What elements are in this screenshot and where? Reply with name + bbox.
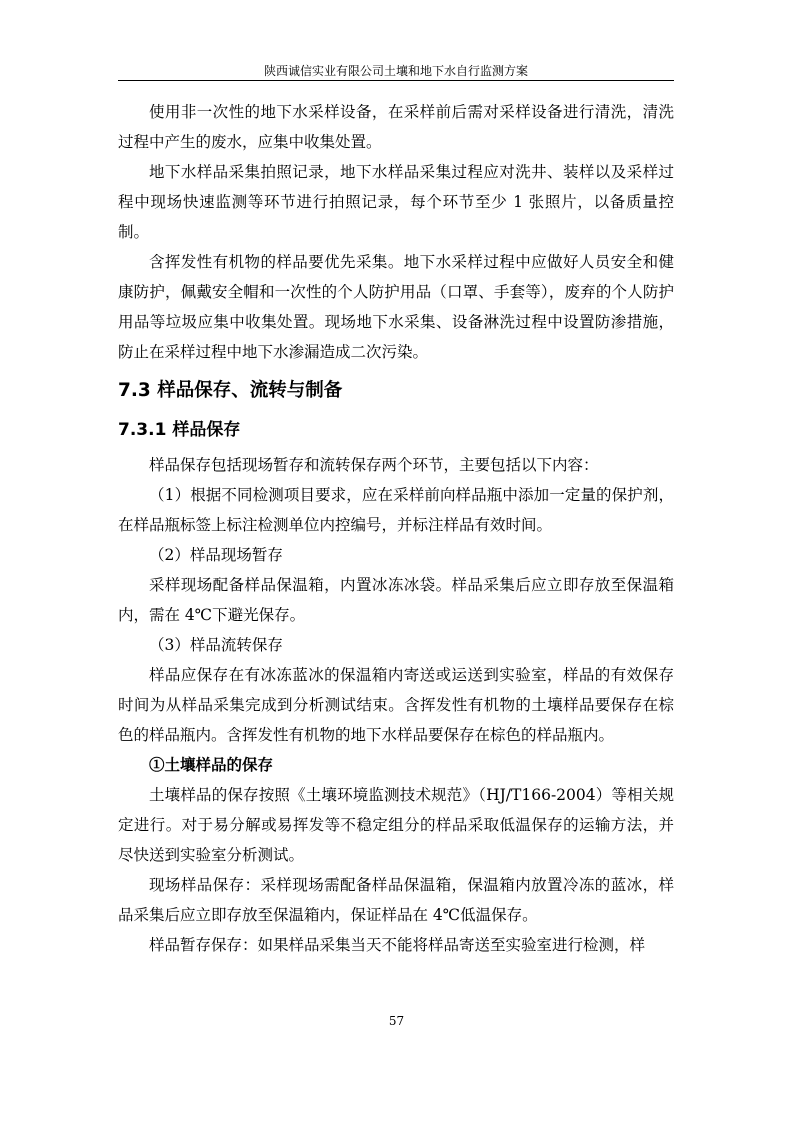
subsection-heading: 7.3.1 样品保存 — [118, 420, 241, 440]
paragraph: 土壤样品的保存按照《土壤环境监测技术规范》（HJ/T166-2004）等相关规定进行。对于易分解或易挥发等不稳定组分的样品采取低温保存的运输方法，并尽快送到实验室分析测试。 — [118, 786, 674, 864]
soil-storage-heading: ①土壤样品的保存 — [149, 755, 274, 774]
list-item: （2）样品现场暂存 — [149, 546, 283, 564]
paragraph: 地下水样品采集拍照记录，地下水样品采集过程应对洗井、装样以及采样过程中现场快速监测等环节进行拍照记录，每个环节至少 1 张照片，以备质量控制。 — [118, 163, 674, 241]
page-header: 陕西诚信实业有限公司土壤和地下水自行监测方案 — [263, 64, 528, 78]
page-number: 57 — [388, 1014, 405, 1028]
paragraph: 采样现场配备样品保温箱，内置冰冻冰袋。样品采集后应立即存放至保温箱内，需在 4℃下避光保存。 — [118, 576, 674, 624]
paragraph: 现场样品保存：采样现场需配备样品保温箱，保温箱内放置冷冻的蓝冰，样品采集后应立即存放至保温箱内，保证样品在 4℃低温保存。 — [118, 876, 674, 924]
paragraph: 样品暂存保存：如果样品采集当天不能将样品寄送至实验室进行检测，样 — [149, 936, 646, 954]
paragraph: 含挥发性有机物的样品要优先采集。地下水采样过程中应做好人员安全和健康防护，佩戴安全帽和一次性的个人防护用品（口罩、手套等），废弃的个人防护用品等垃圾应集中收集处置。现场地下水采集、设备淋洗过程中设置防渗措施，防止在采样过程中地下水渗漏造成二次污染。 — [118, 253, 674, 361]
paragraph: 样品应保存在有冰冻蓝冰的保温箱内寄送或运送到实验室，样品的有效保存时间为从样品采集完成到分析测试结束。含挥发性有机物的土壤样品要保存在棕色的样品瓶内。含挥发性有机物的地下水样品要保存在棕色的样品瓶内。 — [118, 666, 674, 744]
list-item: （1）根据不同检测项目要求，应在采样前向样品瓶中添加一定量的保护剂，在样品瓶标签上标注检测单位内控编号，并标注样品有效时间。 — [118, 486, 674, 534]
list-item: （3）样品流转保存 — [149, 636, 283, 654]
paragraph: 样品保存包括现场暂存和流转保存两个环节，主要包括以下内容： — [149, 456, 599, 474]
document-body — [118, 97, 674, 960]
paragraph: 使用非一次性的地下水采样设备，在采样前后需对采样设备进行清洗，清洗过程中产生的废水，应集中收集处置。 — [118, 103, 674, 151]
header-divider — [118, 80, 674, 81]
section-heading: 7.3 样品保存、流转与制备 — [118, 380, 343, 401]
